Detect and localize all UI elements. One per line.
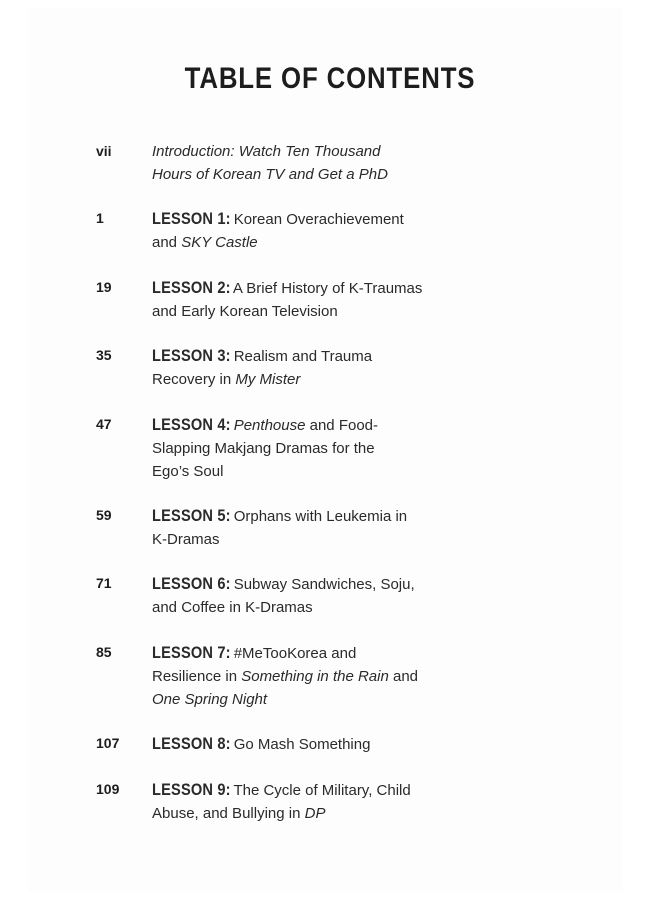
page-number: 59 [96, 507, 112, 523]
entry-text: LESSON 4: Penthouse and Food- Slapping Makjang Dramas for the Ego’s Soul [152, 415, 378, 480]
lesson-label: LESSON 2: [152, 278, 231, 297]
lesson-label: LESSON 4: [152, 415, 231, 434]
entry-text: LESSON 3: Realism and Trauma Recovery in My Mister [152, 346, 373, 388]
page-number: 107 [96, 735, 120, 751]
entry-text: LESSON 5: Orphans with Leukemia in K-Dramas [152, 506, 408, 548]
lesson-label: LESSON 7: [152, 643, 231, 662]
page-number: 19 [96, 279, 112, 295]
page-number: 85 [96, 644, 112, 660]
entry-text: LESSON 8: Go Mash Something [152, 734, 371, 753]
entry-text: LESSON 7: #MeTooKorea and Resilience in Something in the Rain and One Spring Night [152, 643, 419, 708]
page-number: 47 [96, 416, 112, 432]
lesson-label: LESSON 1: [152, 209, 231, 228]
entry-text: LESSON 9: The Cycle of Military, Child Abuse, and Bullying in DP [152, 780, 411, 822]
lesson-label: LESSON 6: [152, 574, 231, 593]
page-title: TABLE OF CONTENTS [184, 62, 476, 95]
entry-text: LESSON 1: Korean Overachievement and SKY Castle [152, 209, 404, 251]
page-number: vii [96, 143, 112, 159]
page-number: 71 [96, 575, 112, 591]
lesson-label: LESSON 9: [152, 780, 231, 799]
lesson-label: LESSON 3: [152, 346, 231, 365]
entry-text: LESSON 6: Subway Sandwiches, Soju, and Coffee in K-Dramas [152, 574, 415, 616]
entry-text: LESSON 2: A Brief History of K-Traumas and Early Korean Television [152, 278, 423, 320]
lesson-label: LESSON 8: [152, 734, 231, 753]
page-number: 1 [96, 210, 104, 226]
page-number: 35 [96, 347, 112, 363]
page-number: 109 [96, 781, 120, 797]
lesson-label: LESSON 5: [152, 506, 231, 525]
entry-text: Introduction: Watch Ten Thousand Hours of Korean TV and Get a PhD [152, 143, 388, 183]
